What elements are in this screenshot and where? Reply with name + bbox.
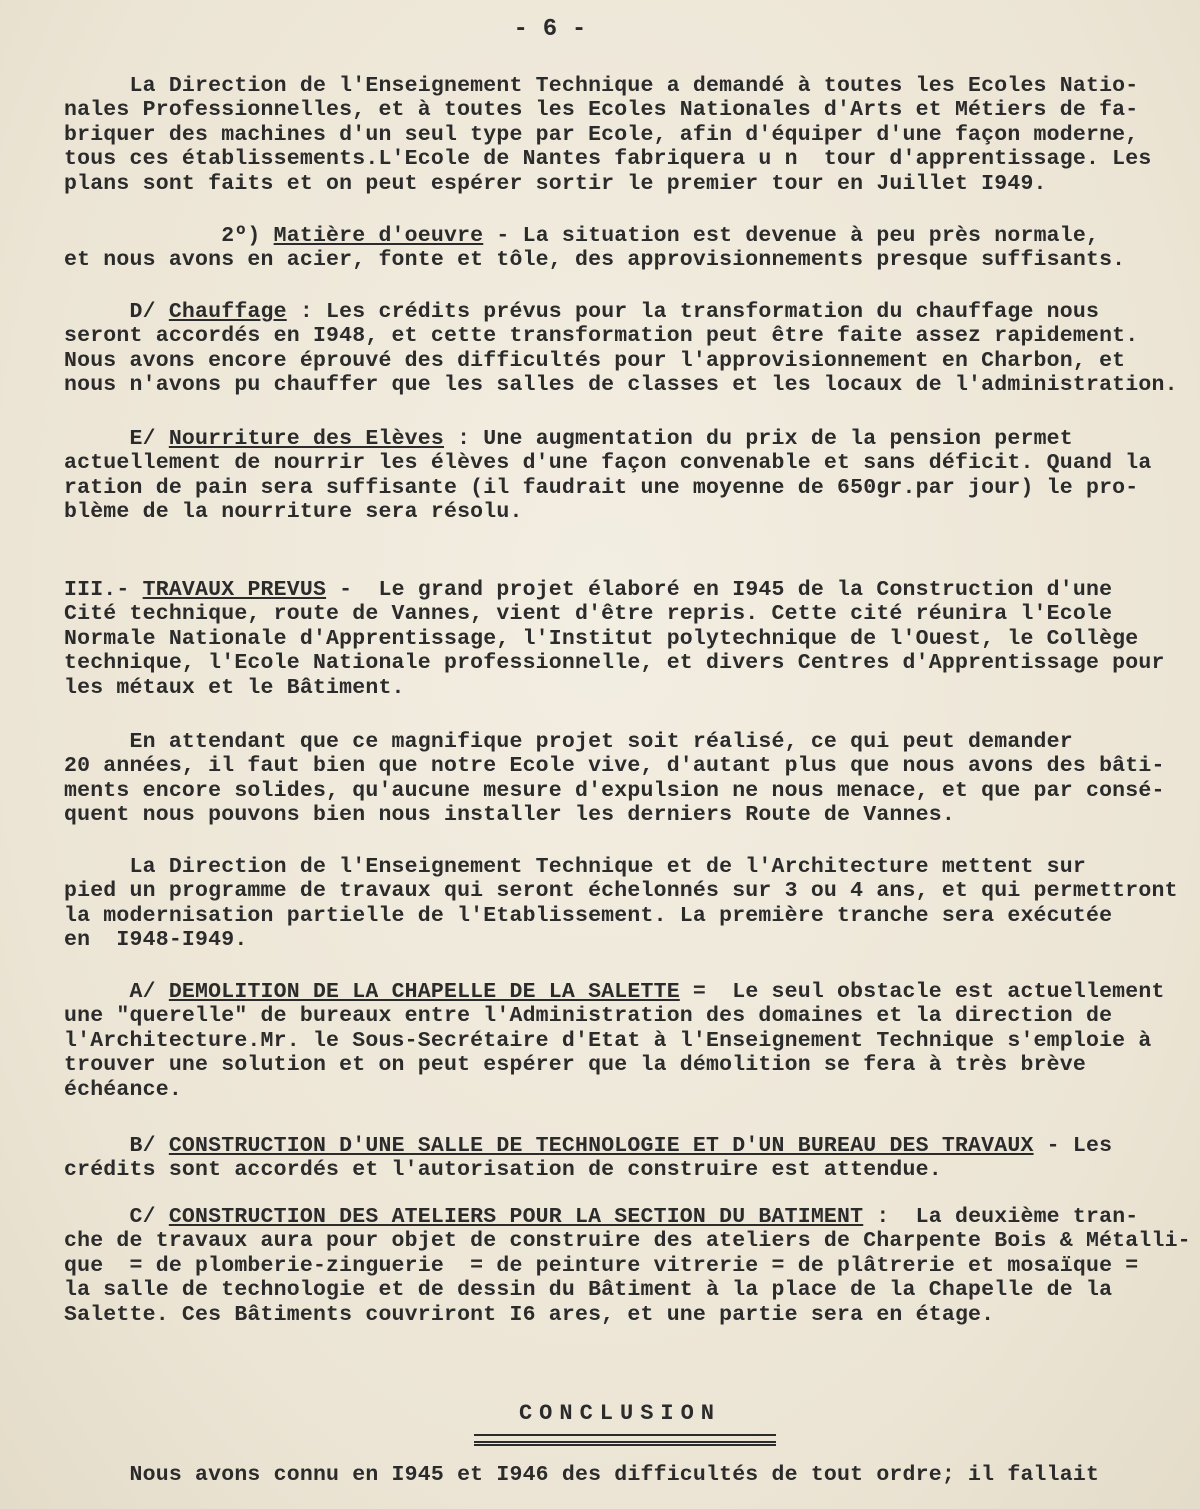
text-line: nous n'avons pu chauffer que les salles de classes et les locaux de l'administration. [64,373,1178,398]
paragraph-en-attendant [64,730,1194,828]
text-line: La Direction de l'Enseignement Technique et de l'Architecture mettent sur [64,855,1086,879]
text-line: ments encore solides, qu'aucune mesure d'expulsion ne nous menace, et que par consé- [64,778,1165,803]
section-heading-matiere: Matière d'oeuvre [273,224,484,248]
section-heading-nourriture: Nourriture des Elèves [168,427,444,451]
text-line: trouver une solution et on peut espérer que la démolition se fera à très brève [64,1053,1086,1078]
section-heading-chauffage: Chauffage [168,300,287,324]
text-line: Nous avons connu en I945 et I946 des difficultés de tout ordre; il fallait [64,1463,1100,1487]
text-line: la salle de technologie et de dessin du Bâtiment à la place de la Chapelle de la [64,1278,1113,1303]
text-line: plans sont faits et on peut espérer sortir le premier tour en Juillet I949. [64,171,1047,196]
text-line: che de travaux aura pour objet de construire des ateliers de Charpente Bois & Métalli- [64,1229,1191,1254]
text-line: en I948-I949. [64,928,248,953]
section-heading-travaux: TRAVAUX PREVUS [142,578,327,602]
text-line: ration de pain sera suffisante (il faudrait une moyenne de 650gr.par jour) le pro- [64,475,1139,500]
paragraph-matiere-oeuvre: 2º) Matière d'oeuvre - La situation est devenue à peu près normale, et nous avons en acier, fonte et tôle, des approvisionnements presque suffisants. [64,224,1194,273]
text-line: Nous avons encore éprouvé des difficultés pour l'approvisionnement en Charbon, et [64,348,1126,373]
paragraph-direction-ecoles [64,74,1194,196]
text-line: que = de plomberie-zinguerie = de peinture vitrerie = de plâtrerie et mosaïque = [64,1253,1139,1278]
text-line: nales Professionnelles, et à toutes les Ecoles Nationales d'Arts et Métiers de fa- [64,98,1139,123]
text-line: Normale Nationale d'Apprentissage, l'Institut polytechnique de l'Ouest, le Collège [64,626,1139,651]
paragraph-programme-travaux [64,855,1194,953]
text-line: échéance. [64,1077,182,1102]
page-number: - 6 - [513,16,587,43]
paragraph-demolition: A/ DEMOLITION DE LA CHAPELLE DE LA SALETTE = Le seul obstacle est actuellement une "querelle" de bureaux entre l'Administration des domaines et la direction de l'Architecture.Mr. le Sous-Secrétaire d'Etat à l'Enseignement Technique s'emploie à trouver une solution et on peut espérer que la démolition se fera à très brève échéance. [64,980,1194,1102]
text-line: crédits sont accordés et l'autorisation de construire est attendue. [64,1158,942,1183]
text-line: une "querelle" de bureaux entre l'Administration des domaines et la direction de [64,1004,1113,1029]
text-line: Cité technique, route de Vannes, vient d'être repris. Cette cité réunira l'Ecole [64,602,1113,627]
paragraph-construction-salle: B/ CONSTRUCTION D'UNE SALLE DE TECHNOLOGIE ET D'UN BUREAU DES TRAVAUX - Les crédits sont accordés et l'autorisation de construire est attendue. [64,1134,1194,1183]
section-heading-construction-ateliers: CONSTRUCTION DES ATELIERS POUR LA SECTION DU BATIMENT [168,1205,864,1229]
text-line: briquer des machines d'un seul type par Ecole, afin d'équiper d'une façon moderne, [64,122,1139,147]
paragraph-conclusion [64,1463,1194,1487]
text-line: technique, l'Ecole Nationale professionnelle, et divers Centres d'Apprentissage pour [64,651,1165,676]
text-line: et nous avons en acier, fonte et tôle, des approvisionnements presque suffisants. [64,248,1126,273]
paragraph-construction-ateliers: C/ CONSTRUCTION DES ATELIERS POUR LA SECTION DU BATIMENT : La deuxième tran- che de travaux aura pour objet de construire des ateliers de Charpente Bois & Métalli- que = de plomberie-zinguerie = de peinture vitrerie = de plâtrerie et mosaïque = la salle de technologie et de dessin du Bâtiment à la place de la Chapelle de la Salette. Ces Bâtiments couvriront I6 ares, et une partie sera en étage. [64,1205,1194,1327]
conclusion-heading: CONCLUSION [518,1401,722,1426]
double-underline [474,1441,776,1447]
text-line: actuellement de nourrir les élèves d'une façon convenable et sans déficit. Quand la [64,451,1152,476]
text-line: 20 années, il faut bien que notre Ecole vive, d'autant plus que nous avons des bâti- [64,754,1165,779]
text-line: tous ces établissements.L'Ecole de Nantes fabriquera u n tour d'apprentissage. Les [64,147,1152,172]
text-line: En attendant que ce magnifique projet soit réalisé, ce qui peut demander [64,730,1073,754]
paragraph-nourriture: E/ Nourriture des Elèves : Une augmentation du prix de la pension permet actuellement de nourrir les élèves d'une façon convenable et sans déficit. Quand la ration de pain sera suffisante (il faudrait une moyenne de 650gr.par jour) le pro- blème de la nourriture sera résolu. [64,427,1194,525]
text-line: pied un programme de travaux qui seront échelonnés sur 3 ou 4 ans, et qui permettront [64,879,1178,904]
text-line: l'Architecture.Mr. le Sous-Secrétaire d'Etat à l'Enseignement Technique s'emploie à [64,1028,1152,1053]
text-line: seront accordés en I948, et cette transformation peut être faite assez rapidement. [64,324,1139,349]
text-line: La Direction de l'Enseignement Technique a demandé à toutes les Ecoles Natio- [64,74,1139,98]
text-line: blème de la nourriture sera résolu. [64,500,523,525]
section-heading-demolition: DEMOLITION DE LA CHAPELLE DE LA SALETTE [168,980,680,1004]
paragraph-travaux-prevus: III.- TRAVAUX PREVUS - Le grand projet élaboré en I945 de la Construction d'une Cité technique, route de Vannes, vient d'être repris. Cette cité réunira l'Ecole Normale Nationale d'Apprentissage, l'Institut polytechnique de l'Ouest, le Collège technique, l'Ecole Nationale professionnelle, et divers Centres d'Apprentissage pour les métaux et le Bâtiment. [64,578,1194,700]
paragraph-chauffage: D/ Chauffage : Les crédits prévus pour la transformation du chauffage nous seront accordés en I948, et cette transformation peut être faite assez rapidement. Nous avons encore éprouvé des difficultés pour l'approvisionnement en Charbon, et nous n'avons pu chauffer que les salles de classes et les locaux de l'administration. [64,300,1194,398]
section-heading-construction-salle: CONSTRUCTION D'UNE SALLE DE TECHNOLOGIE ET D'UN BUREAU DES TRAVAUX [168,1134,1034,1158]
text-line: quent nous pouvons bien nous installer les derniers Route de Vannes. [64,803,955,828]
text-line: la modernisation partielle de l'Etablissement. La première tranche sera exécutée [64,903,1113,928]
text-line: Salette. Ces Bâtiments couvriront I6 ares, et une partie sera en étage. [64,1302,995,1327]
text-line: les métaux et le Bâtiment. [64,675,405,700]
